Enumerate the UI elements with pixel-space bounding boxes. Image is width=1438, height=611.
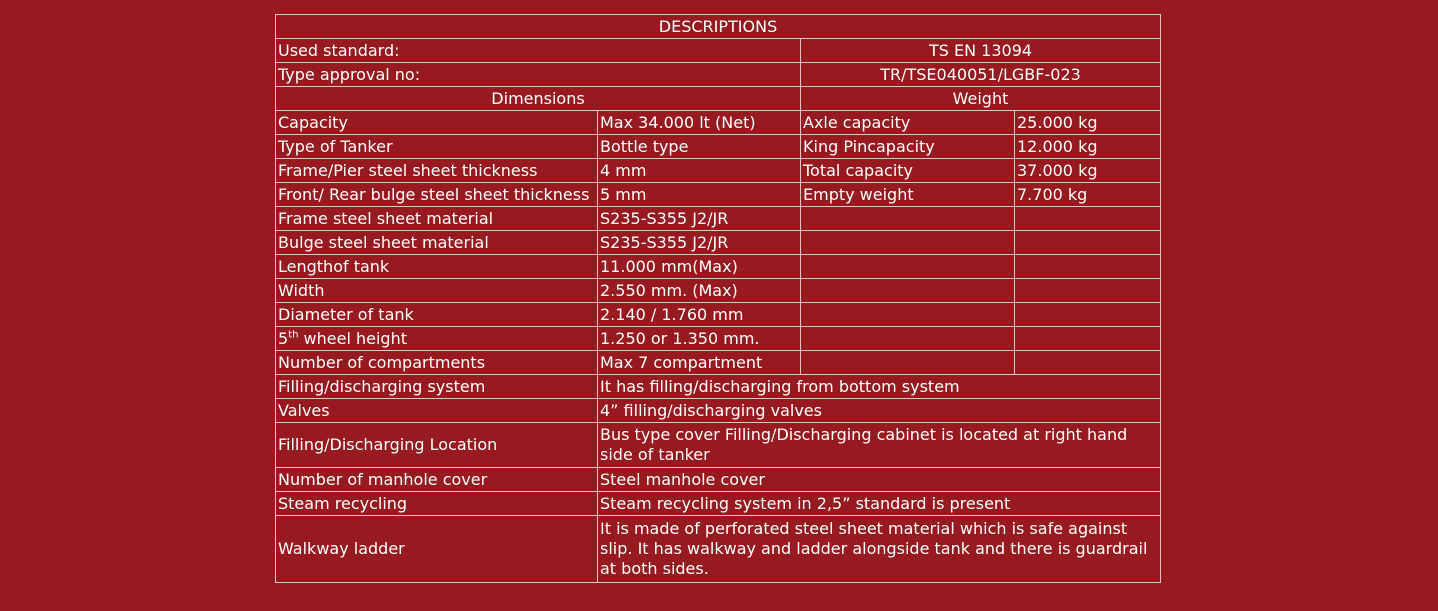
- spec-value: Bus type cover Filling/Discharging cabinet is located at right hand side of tanker: [598, 423, 1161, 468]
- type-approval-row: [276, 63, 1161, 87]
- spec-value: Steam recycling system in 2,5” standard is present: [598, 492, 1161, 516]
- weight-value: 37.000 kg: [1015, 159, 1161, 183]
- dimension-value: Bottle type: [598, 135, 801, 159]
- dimension-label: Type of Tanker: [276, 135, 598, 159]
- weight-value: [1015, 351, 1161, 375]
- weight-value: [1015, 279, 1161, 303]
- weight-value: [1015, 255, 1161, 279]
- spec-label: Filling/discharging system: [276, 375, 598, 399]
- dimension-value: S235-S355 J2/JR: [598, 231, 801, 255]
- spec-label: Steam recycling: [276, 492, 598, 516]
- dimension-value: 5 mm: [598, 183, 801, 207]
- dimensions-header: Dimensions: [276, 87, 801, 111]
- spec-value: Steel manhole cover: [598, 468, 1161, 492]
- specifications-table: [275, 14, 1161, 583]
- ordinal-suffix: th: [288, 329, 299, 341]
- ordinal-number: 5: [278, 328, 289, 348]
- table-title-row: [276, 15, 1161, 39]
- table-row: [276, 159, 1161, 183]
- dimension-label: [276, 327, 598, 351]
- weight-value: [1015, 207, 1161, 231]
- dimension-value: Max 7 compartment: [598, 351, 801, 375]
- weight-label: King Pincapacity: [801, 135, 1015, 159]
- weight-value: [1015, 231, 1161, 255]
- spec-label: Valves: [276, 399, 598, 423]
- weight-label: Total capacity: [801, 159, 1015, 183]
- table-row: [276, 423, 1161, 468]
- section-header-row: [276, 87, 1161, 111]
- weight-value: 12.000 kg: [1015, 135, 1161, 159]
- dimension-value: 1.250 or 1.350 mm.: [598, 327, 801, 351]
- dimension-label: Frame/Pier steel sheet thickness: [276, 159, 598, 183]
- dimension-value: 11.000 mm(Max): [598, 255, 801, 279]
- table-row: [276, 303, 1161, 327]
- table-row: [276, 516, 1161, 583]
- spec-value-line: It has walkway and ladder alongside tank and there is guardrail at both sides.: [600, 539, 1148, 578]
- label-rest: wheel height: [298, 328, 407, 348]
- type-approval-value: TR/TSE040051/LGBF-023: [801, 63, 1161, 87]
- table-row: [276, 111, 1161, 135]
- spec-label: Walkway ladder: [276, 516, 598, 583]
- dimension-label: Lengthof tank: [276, 255, 598, 279]
- table-row: [276, 375, 1161, 399]
- used-standard-value: TS EN 13094: [801, 39, 1161, 63]
- table-row: [276, 231, 1161, 255]
- weight-value: [1015, 327, 1161, 351]
- weight-label: [801, 351, 1015, 375]
- table-row: [276, 327, 1161, 351]
- dimension-label: Diameter of tank: [276, 303, 598, 327]
- dimension-value: 2.550 mm. (Max): [598, 279, 801, 303]
- table-row: [276, 279, 1161, 303]
- used-standard-label: Used standard:: [276, 39, 801, 63]
- weight-label: [801, 327, 1015, 351]
- dimension-label: Number of compartments: [276, 351, 598, 375]
- table-row: [276, 399, 1161, 423]
- weight-value: [1015, 303, 1161, 327]
- dimension-label: Frame steel sheet material: [276, 207, 598, 231]
- weight-label: [801, 231, 1015, 255]
- dimension-value: S235-S355 J2/JR: [598, 207, 801, 231]
- weight-label: [801, 279, 1015, 303]
- dimension-label: Bulge steel sheet material: [276, 231, 598, 255]
- weight-value: 25.000 kg: [1015, 111, 1161, 135]
- table-row: [276, 492, 1161, 516]
- dimension-value: 4 mm: [598, 159, 801, 183]
- weight-label: [801, 303, 1015, 327]
- weight-label: Empty weight: [801, 183, 1015, 207]
- dimension-label: Front/ Rear bulge steel sheet thickness: [276, 183, 598, 207]
- type-approval-label: Type approval no:: [276, 63, 801, 87]
- weight-label: [801, 207, 1015, 231]
- spec-label: Filling/Discharging Location: [276, 423, 598, 468]
- spec-value-line: It is made of perforated steel sheet material which is safe against slip.: [600, 519, 1128, 558]
- spec-label: Number of manhole cover: [276, 468, 598, 492]
- dimension-label: Capacity: [276, 111, 598, 135]
- table-row: [276, 207, 1161, 231]
- weight-label: [801, 255, 1015, 279]
- dimension-value: 2.140 / 1.760 mm: [598, 303, 801, 327]
- weight-label: Axle capacity: [801, 111, 1015, 135]
- dimension-label: Width: [276, 279, 598, 303]
- weight-value: 7.700 kg: [1015, 183, 1161, 207]
- table-row: [276, 468, 1161, 492]
- table-title: DESCRIPTIONS: [276, 15, 1161, 39]
- spec-value: [598, 516, 1161, 583]
- weight-header: Weight: [801, 87, 1161, 111]
- table-row: [276, 135, 1161, 159]
- spec-value: It has filling/discharging from bottom system: [598, 375, 1161, 399]
- table-row: [276, 351, 1161, 375]
- table-row: [276, 255, 1161, 279]
- dimension-value: Max 34.000 lt (Net): [598, 111, 801, 135]
- used-standard-row: [276, 39, 1161, 63]
- table-row: [276, 183, 1161, 207]
- spec-value: 4” filling/discharging valves: [598, 399, 1161, 423]
